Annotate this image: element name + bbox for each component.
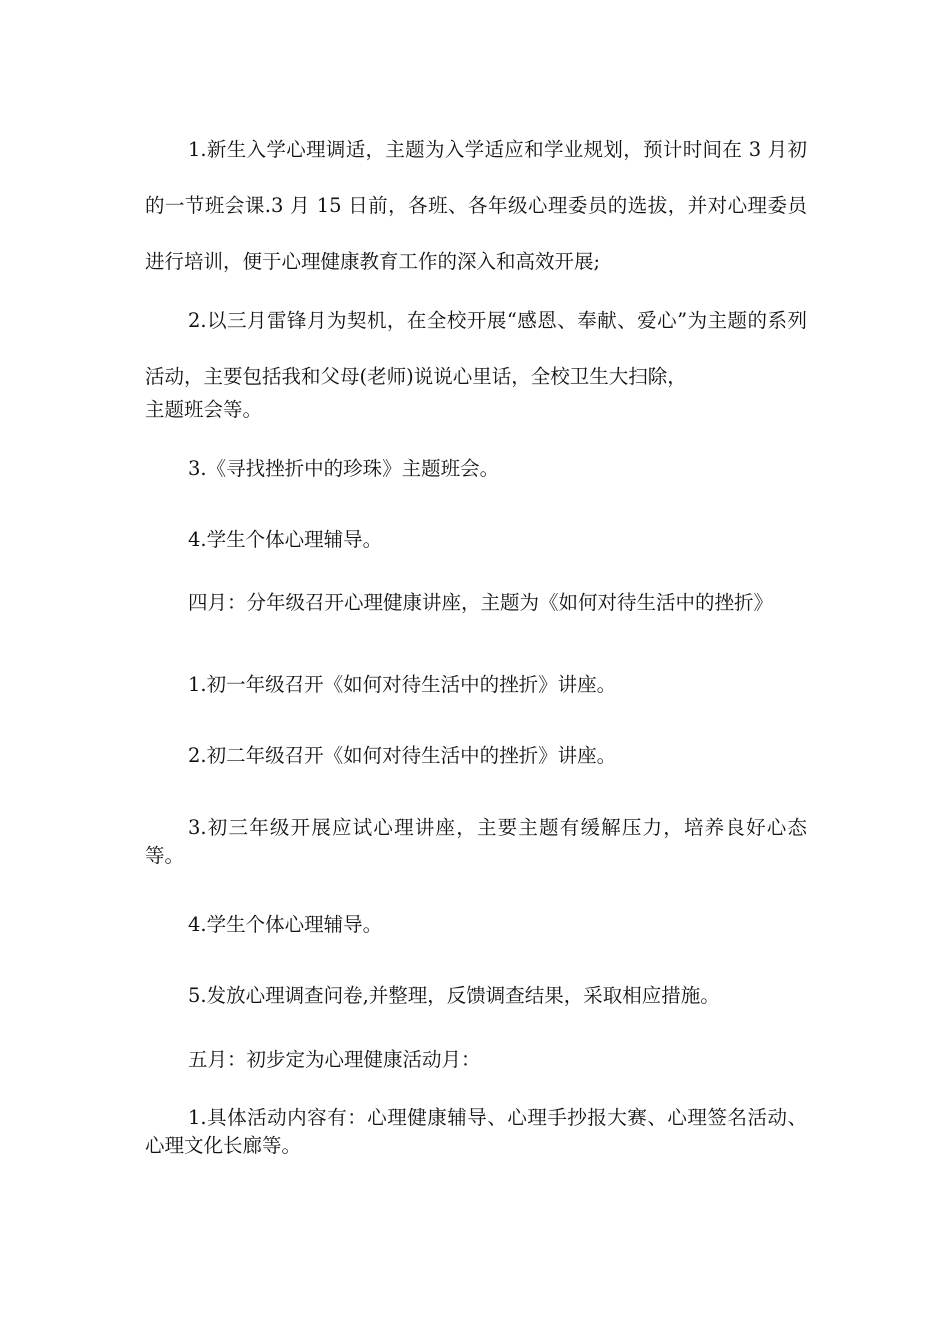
paragraph-3: 3.《寻找挫折中的珍珠》主题班会。 [188,457,500,480]
paragraph-april-2: 2.初二年级召开《如何对待生活中的挫折》讲座。 [188,744,617,767]
paragraph-april-3: 3.初三年级开展应试心理讲座，主要主题有缓解压力，培养良好心态等。 [145,816,807,867]
paragraph-april-1: 1.初一年级召开《如何对待生活中的挫折》讲座。 [188,673,617,696]
paragraph-2: 2.以三月雷锋月为契机，在全校开展“感恩、奉献、爱心”为主题的系列活动，主要包括我和父母(老师)说说心里话，全校卫生大扫除， [145,309,807,388]
paragraph-april-heading: 四月：分年级召开心理健康讲座，主题为《如何对待生活中的挫折》 [188,591,774,614]
paragraph-1: 1.新生入学心理调适，主题为入学适应和学业规划，预计时间在 3 月初的一节班会课.3 月 15 日前，各班、各年级心理委员的选拔，并对心理委员进行培训，便于心理健康教育工作的深入和高效开展; [145,138,807,273]
paragraph-may-1: 1.具体活动内容有：心理健康辅导、心理手抄报大赛、心理签名活动、心理文化长廊等。 [145,1106,807,1157]
paragraph-4: 4.学生个体心理辅导。 [188,528,383,551]
paragraph-april-5: 5.发放心理调查问卷,并整理，反馈调查结果，采取相应措施。 [188,984,720,1007]
paragraph-2-continuation: 主题班会等。 [145,398,263,421]
paragraph-april-4: 4.学生个体心理辅导。 [188,913,383,936]
paragraph-may-heading: 五月：初步定为心理健康活动月： [188,1048,481,1071]
